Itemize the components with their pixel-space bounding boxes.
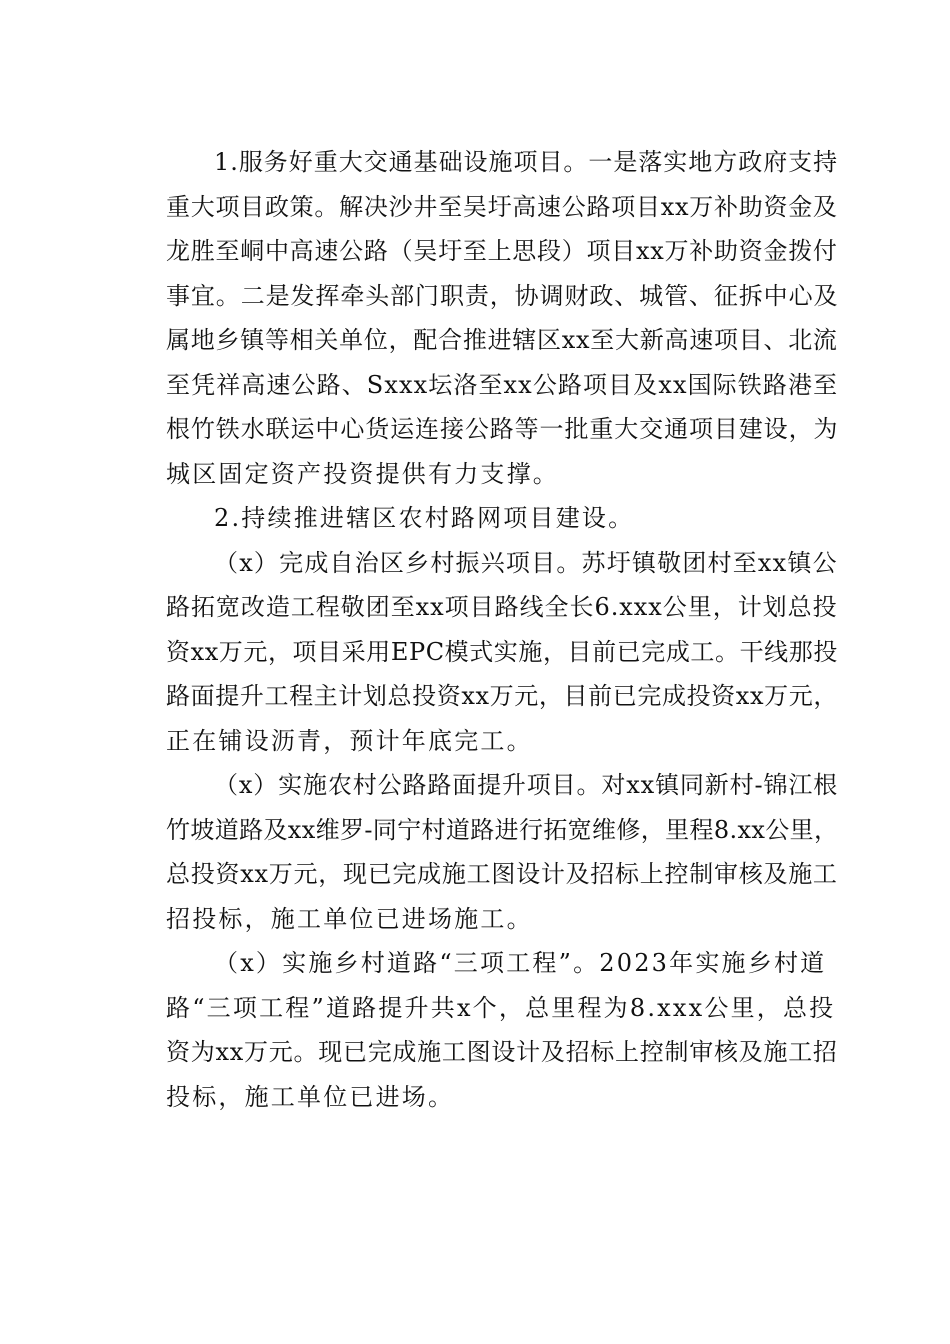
document-page — [118, 140, 838, 1119]
text-line: 根竹铁水联运中心货运连接公路等一批重大交通项目建设，为 — [166, 415, 839, 443]
text-line: 投标，施工单位已进场。 — [166, 1082, 455, 1111]
text-line: 正在铺设沥青，预计年底完工。 — [166, 726, 533, 755]
paragraph-road-surface-upgrade — [118, 763, 838, 941]
text-line: 路“三项工程”道路提升共x个，总里程为8.xxx公里，总投 — [166, 993, 836, 1022]
text-line: 路拓宽改造工程敬团至xx项目路线全长6.xxx公里，计划总投 — [166, 593, 838, 621]
text-line: （x）实施乡村道路“三项工程”。2023年实施乡村道 — [214, 949, 827, 977]
text-line: 重大项目政策。解决沙井至吴圩高速公路项目xx万补助资金及 — [166, 192, 838, 221]
paragraph-rural-network-heading — [118, 496, 838, 541]
text-line: 龙胜至峒中高速公路（吴圩至上思段）项目xx万补助资金拨付 — [166, 237, 838, 265]
text-line: 事宜。二是发挥牵头部门职责，协调财政、城管、征拆中心及 — [166, 281, 839, 310]
paragraph-rural-revitalization — [118, 541, 838, 764]
text-line: 路面提升工程主计划总投资xx万元，目前已完成投资xx万元， — [166, 682, 838, 710]
text-line: 资为xx万元。现已完成施工图设计及招标上控制审核及施工招 — [166, 1038, 838, 1066]
text-line: 竹坡道路及xx维罗-同宁村道路进行拓宽维修，里程8.xx公里， — [166, 815, 839, 844]
text-line: 2.持续推进辖区农村路网项目建设。 — [214, 504, 635, 532]
paragraph-three-projects — [118, 941, 838, 1119]
text-line: 至凭祥高速公路、Sxxx坛洛至xx公路项目及xx国际铁路港至 — [166, 370, 839, 399]
text-line: 1.服务好重大交通基础设施项目。一是落实地方政府支持 — [214, 148, 839, 176]
text-line: （x）完成自治区乡村振兴项目。苏圩镇敬团村至xx镇公 — [214, 548, 838, 577]
text-line: 属地乡镇等相关单位，配合推进辖区xx至大新高速项目、北流 — [166, 326, 838, 354]
text-line: 总投资xx万元，现已完成施工图设计及招标上控制审核及施工 — [166, 860, 838, 888]
paragraph-major-transport-projects — [118, 140, 838, 496]
text-line: 资xx万元，项目采用EPC模式实施，目前已完成工。干线那投 — [166, 637, 838, 666]
text-line: 城区固定资产投资提供有力支撑。 — [166, 459, 559, 488]
text-line: （x）实施农村公路路面提升项目。对xx镇同新村-锦江根 — [214, 771, 839, 799]
text-line: 招投标，施工单位已进场施工。 — [166, 904, 533, 933]
